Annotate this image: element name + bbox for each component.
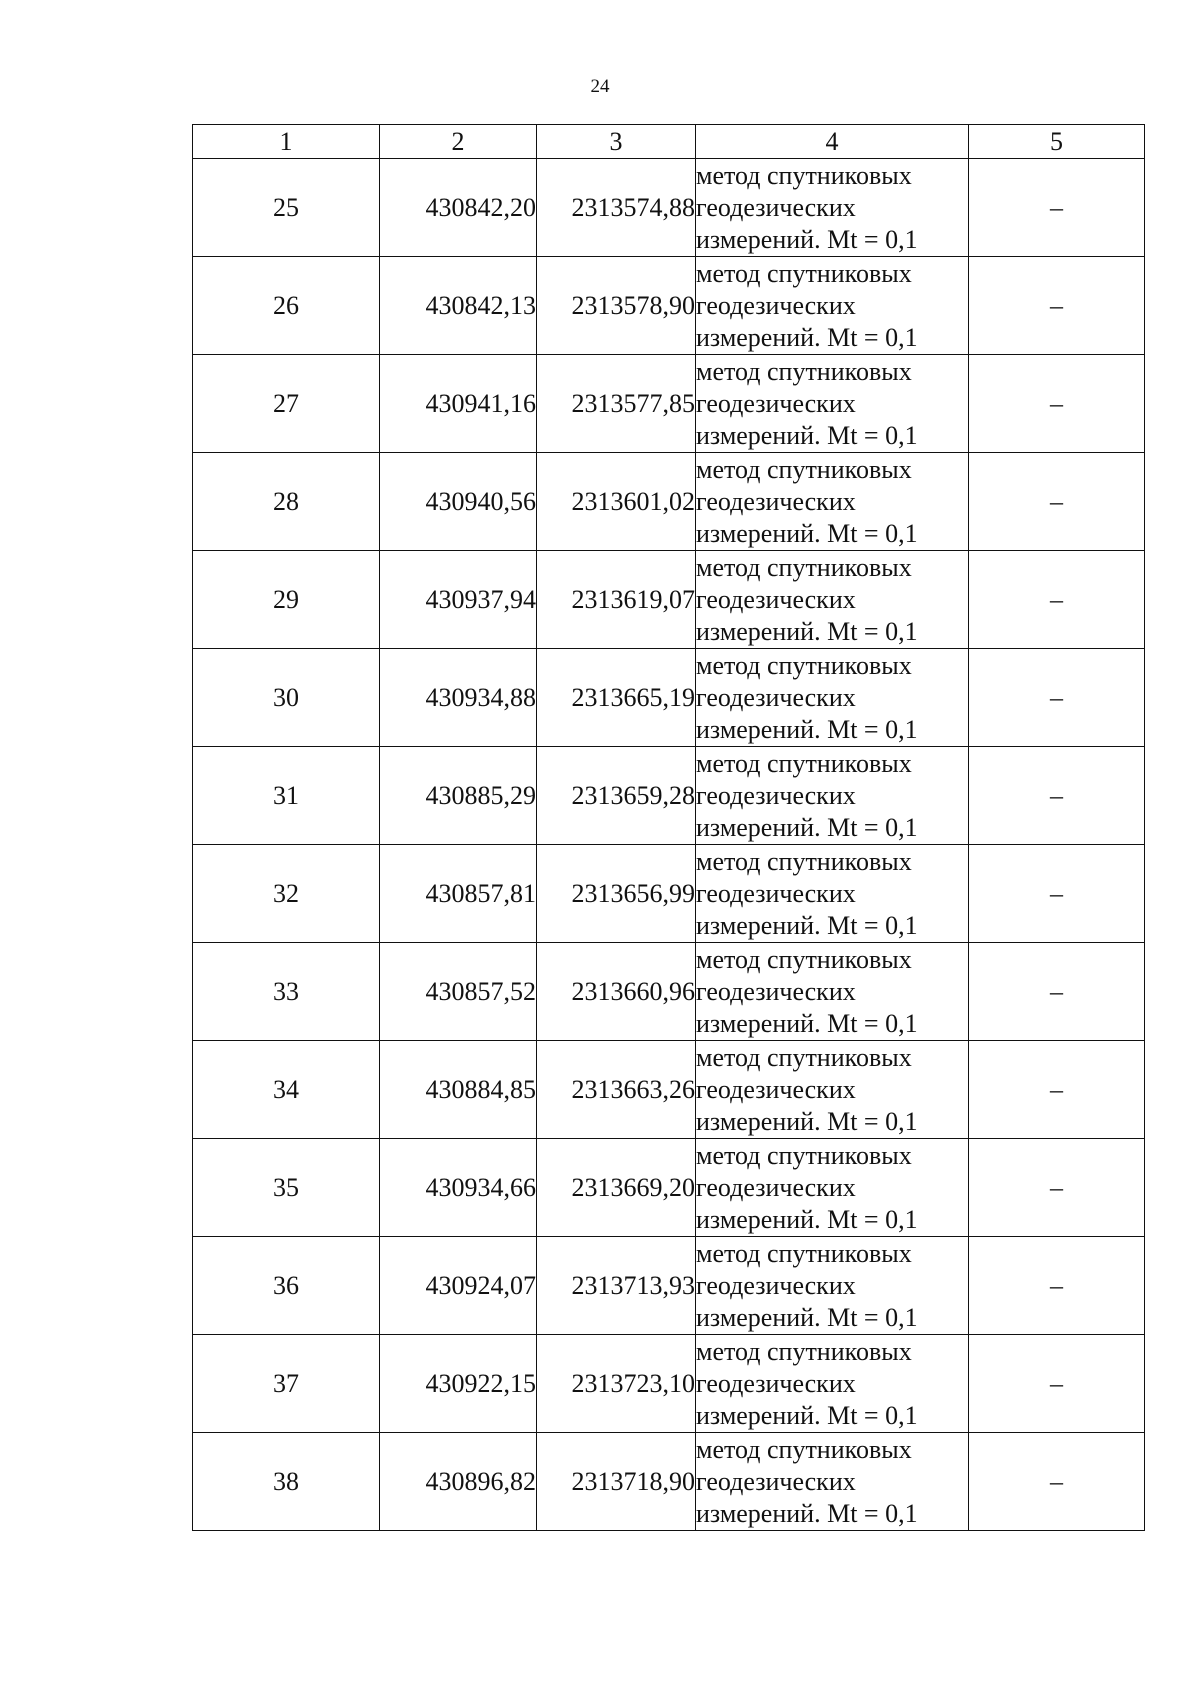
y-coordinate-cell: 2313718,90: [537, 1433, 696, 1531]
method-line: геодезических: [696, 682, 856, 712]
note-cell: –: [969, 257, 1145, 355]
method-line: геодезических: [696, 878, 856, 908]
note-cell: –: [969, 747, 1145, 845]
y-coordinate-cell: 2313578,90: [537, 257, 696, 355]
method-line: метод спутниковых: [696, 1238, 912, 1268]
point-number-cell: 37: [193, 1335, 380, 1433]
table-row: [193, 1433, 1145, 1531]
method-line: геодезических: [696, 290, 856, 320]
column-header-2: 2: [380, 125, 537, 159]
y-coordinate-cell: 2313660,96: [537, 943, 696, 1041]
method-line: геодезических: [696, 192, 856, 222]
x-coordinate-cell: 430922,15: [380, 1335, 537, 1433]
point-number-cell: 29: [193, 551, 380, 649]
method-line: измерений. Mt = 0,1: [696, 1106, 918, 1136]
note-cell: –: [969, 1237, 1145, 1335]
table-row: [193, 159, 1145, 257]
note-cell: –: [969, 453, 1145, 551]
y-coordinate-cell: 2313659,28: [537, 747, 696, 845]
column-header-1: 1: [193, 125, 380, 159]
method-line: геодезических: [696, 976, 856, 1006]
y-coordinate-cell: 2313713,93: [537, 1237, 696, 1335]
x-coordinate-cell: 430857,81: [380, 845, 537, 943]
note-cell: –: [969, 159, 1145, 257]
table-row: [193, 257, 1145, 355]
note-cell: –: [969, 1433, 1145, 1531]
table-row: [193, 1335, 1145, 1433]
method-cell: [696, 453, 969, 551]
column-header-3: 3: [537, 125, 696, 159]
method-cell: [696, 355, 969, 453]
table-row: [193, 1237, 1145, 1335]
page-number: 24: [590, 76, 610, 97]
point-number-cell: 30: [193, 649, 380, 747]
x-coordinate-cell: 430934,66: [380, 1139, 537, 1237]
point-number-cell: 28: [193, 453, 380, 551]
method-line: геодезических: [696, 780, 856, 810]
x-coordinate-cell: 430941,16: [380, 355, 537, 453]
method-line: метод спутниковых: [696, 1336, 912, 1366]
method-line: измерений. Mt = 0,1: [696, 616, 918, 646]
method-cell: [696, 1041, 969, 1139]
table-row: [193, 453, 1145, 551]
point-number-cell: 27: [193, 355, 380, 453]
method-line: измерений. Mt = 0,1: [696, 1498, 918, 1528]
method-line: метод спутниковых: [696, 454, 912, 484]
method-line: геодезических: [696, 388, 856, 418]
method-cell: [696, 159, 969, 257]
x-coordinate-cell: 430884,85: [380, 1041, 537, 1139]
table-body: [193, 159, 1145, 1531]
y-coordinate-cell: 2313656,99: [537, 845, 696, 943]
column-header-5: 5: [969, 125, 1145, 159]
method-line: метод спутниковых: [696, 748, 912, 778]
method-line: измерений. Mt = 0,1: [696, 812, 918, 842]
method-line: метод спутниковых: [696, 356, 912, 386]
method-line: измерений. Mt = 0,1: [696, 322, 918, 352]
method-cell: [696, 1335, 969, 1433]
method-line: метод спутниковых: [696, 160, 912, 190]
x-coordinate-cell: 430896,82: [380, 1433, 537, 1531]
method-line: измерений. Mt = 0,1: [696, 910, 918, 940]
method-line: геодезических: [696, 1270, 856, 1300]
table-header-row: [193, 125, 1145, 159]
method-cell: [696, 1139, 969, 1237]
y-coordinate-cell: 2313663,26: [537, 1041, 696, 1139]
method-line: метод спутниковых: [696, 1434, 912, 1464]
method-line: измерений. Mt = 0,1: [696, 1008, 918, 1038]
method-line: геодезических: [696, 584, 856, 614]
y-coordinate-cell: 2313723,10: [537, 1335, 696, 1433]
method-cell: [696, 943, 969, 1041]
note-cell: –: [969, 355, 1145, 453]
x-coordinate-cell: 430934,88: [380, 649, 537, 747]
method-line: геодезических: [696, 1172, 856, 1202]
x-coordinate-cell: 430857,52: [380, 943, 537, 1041]
method-line: измерений. Mt = 0,1: [696, 714, 918, 744]
method-cell: [696, 747, 969, 845]
point-number-cell: 25: [193, 159, 380, 257]
table-row: [193, 943, 1145, 1041]
method-line: геодезических: [696, 486, 856, 516]
method-line: метод спутниковых: [696, 846, 912, 876]
method-line: геодезических: [696, 1466, 856, 1496]
note-cell: –: [969, 845, 1145, 943]
method-line: измерений. Mt = 0,1: [696, 224, 918, 254]
method-line: метод спутниковых: [696, 1042, 912, 1072]
y-coordinate-cell: 2313601,02: [537, 453, 696, 551]
point-number-cell: 31: [193, 747, 380, 845]
y-coordinate-cell: 2313574,88: [537, 159, 696, 257]
table-row: [193, 355, 1145, 453]
method-line: геодезических: [696, 1074, 856, 1104]
note-cell: –: [969, 1139, 1145, 1237]
method-line: измерений. Mt = 0,1: [696, 1302, 918, 1332]
x-coordinate-cell: 430940,56: [380, 453, 537, 551]
method-line: метод спутниковых: [696, 1140, 912, 1170]
method-cell: [696, 551, 969, 649]
table-row: [193, 551, 1145, 649]
point-number-cell: 34: [193, 1041, 380, 1139]
point-number-cell: 26: [193, 257, 380, 355]
x-coordinate-cell: 430924,07: [380, 1237, 537, 1335]
method-cell: [696, 1433, 969, 1531]
coordinates-table: [192, 124, 1145, 1531]
table-row: [193, 845, 1145, 943]
method-line: метод спутниковых: [696, 650, 912, 680]
y-coordinate-cell: 2313665,19: [537, 649, 696, 747]
table-row: [193, 747, 1145, 845]
x-coordinate-cell: 430842,13: [380, 257, 537, 355]
method-cell: [696, 1237, 969, 1335]
method-line: измерений. Mt = 0,1: [696, 420, 918, 450]
method-line: измерений. Mt = 0,1: [696, 518, 918, 548]
method-line: измерений. Mt = 0,1: [696, 1400, 918, 1430]
x-coordinate-cell: 430937,94: [380, 551, 537, 649]
y-coordinate-cell: 2313669,20: [537, 1139, 696, 1237]
table-row: [193, 649, 1145, 747]
point-number-cell: 32: [193, 845, 380, 943]
point-number-cell: 35: [193, 1139, 380, 1237]
method-line: метод спутниковых: [696, 552, 912, 582]
table-row: [193, 1139, 1145, 1237]
x-coordinate-cell: 430842,20: [380, 159, 537, 257]
note-cell: –: [969, 551, 1145, 649]
x-coordinate-cell: 430885,29: [380, 747, 537, 845]
note-cell: –: [969, 943, 1145, 1041]
method-line: геодезических: [696, 1368, 856, 1398]
method-line: метод спутниковых: [696, 258, 912, 288]
column-header-4: 4: [696, 125, 969, 159]
y-coordinate-cell: 2313577,85: [537, 355, 696, 453]
method-cell: [696, 257, 969, 355]
point-number-cell: 36: [193, 1237, 380, 1335]
point-number-cell: 33: [193, 943, 380, 1041]
note-cell: –: [969, 1335, 1145, 1433]
method-cell: [696, 845, 969, 943]
table-row: [193, 1041, 1145, 1139]
method-line: измерений. Mt = 0,1: [696, 1204, 918, 1234]
note-cell: –: [969, 1041, 1145, 1139]
method-cell: [696, 649, 969, 747]
y-coordinate-cell: 2313619,07: [537, 551, 696, 649]
note-cell: –: [969, 649, 1145, 747]
method-line: метод спутниковых: [696, 944, 912, 974]
point-number-cell: 38: [193, 1433, 380, 1531]
